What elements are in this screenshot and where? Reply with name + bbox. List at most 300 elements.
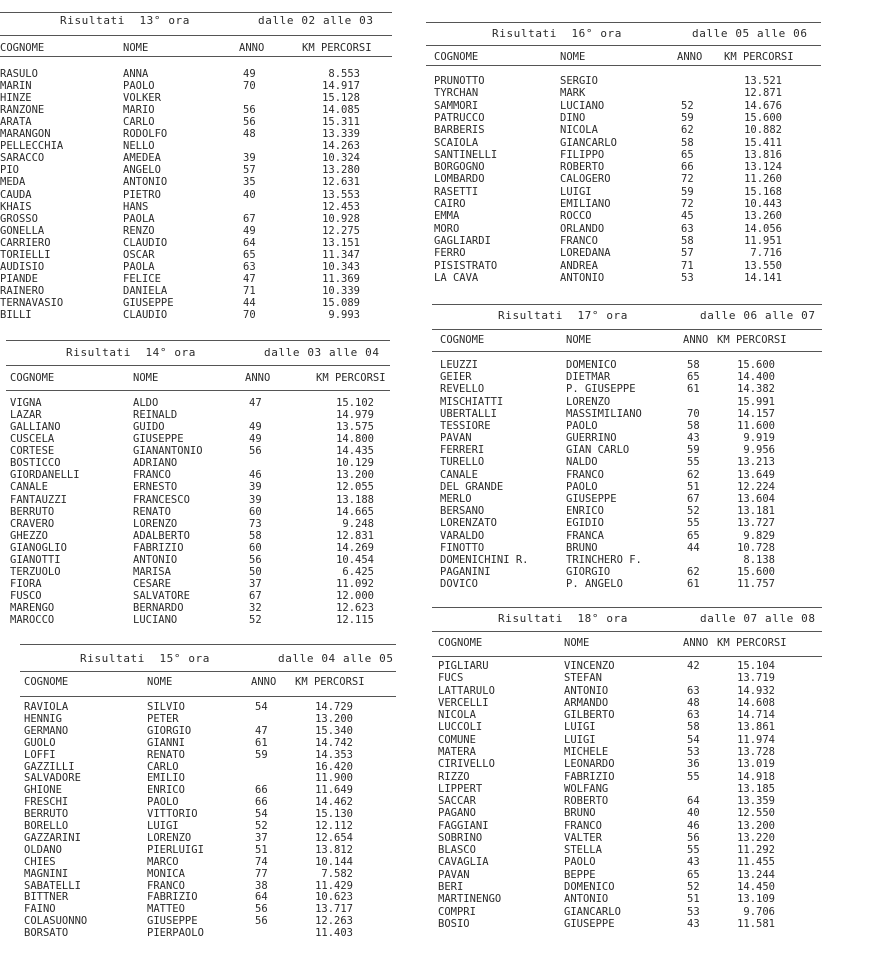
cell-anno: 35 bbox=[243, 176, 256, 189]
cell-km: 15.168 bbox=[744, 185, 782, 198]
table-title: Risultati 14° ora bbox=[66, 346, 197, 359]
cell-anno: 64 bbox=[243, 236, 256, 249]
cell-km: 13.124 bbox=[744, 161, 782, 174]
table-row bbox=[432, 697, 822, 709]
cell-cognome: RASULO bbox=[0, 68, 38, 80]
cell-nome: WOLFANG bbox=[564, 782, 609, 795]
cell-anno: 73 bbox=[249, 517, 262, 530]
cell-km: 11.600 bbox=[737, 419, 775, 432]
cell-cognome: FRESCHI bbox=[24, 796, 69, 809]
cell-anno: 59 bbox=[687, 444, 700, 457]
cell-nome: GILBERTO bbox=[564, 709, 615, 722]
header-nome: NOME bbox=[564, 637, 590, 649]
cell-cognome: HINZE bbox=[0, 92, 32, 105]
cell-km: 12.263 bbox=[315, 915, 353, 928]
cell-cognome: BOSTICCO bbox=[10, 457, 61, 470]
table-row bbox=[432, 918, 822, 930]
header-nome: NOME bbox=[560, 51, 586, 63]
cell-cognome: DOVICO bbox=[440, 578, 478, 591]
cell-anno: 37 bbox=[249, 578, 262, 591]
table-row bbox=[0, 80, 392, 92]
table-row bbox=[432, 734, 822, 746]
header-anno: ANNO bbox=[245, 372, 271, 384]
cell-cognome: SOBRINO bbox=[438, 831, 483, 844]
cell-nome: VOLKER bbox=[123, 92, 161, 105]
table-row bbox=[0, 164, 392, 176]
cell-cognome: VARALDO bbox=[440, 529, 485, 542]
cell-anno: 63 bbox=[687, 709, 700, 722]
cell-cognome: VERCELLI bbox=[438, 696, 489, 709]
table-row bbox=[426, 198, 821, 210]
cell-km: 13.188 bbox=[336, 493, 374, 506]
table-rule bbox=[6, 390, 390, 391]
cell-km: 11.581 bbox=[737, 917, 775, 930]
table-rule bbox=[20, 696, 396, 697]
header-cognome: COGNOME bbox=[0, 42, 45, 54]
table-row bbox=[432, 554, 822, 566]
table-row bbox=[20, 903, 396, 915]
cell-anno: 52 bbox=[687, 881, 700, 894]
cell-km: 13.359 bbox=[737, 795, 775, 808]
cell-cognome: FIORA bbox=[10, 578, 42, 591]
cell-anno: 56 bbox=[687, 831, 700, 844]
header-cognome: COGNOME bbox=[434, 51, 479, 63]
cell-cognome: SAMMORI bbox=[434, 99, 479, 112]
cell-nome: ERNESTO bbox=[133, 481, 178, 494]
table-row bbox=[6, 566, 390, 578]
cell-km: 10.443 bbox=[744, 198, 782, 210]
cell-km: 12.871 bbox=[744, 87, 782, 100]
table-row bbox=[432, 493, 822, 505]
cell-anno: 65 bbox=[687, 371, 700, 384]
cell-nome: FRANCO bbox=[133, 469, 171, 482]
cell-anno: 39 bbox=[249, 481, 262, 494]
cell-cognome: PAGANO bbox=[438, 807, 476, 820]
cell-anno: 47 bbox=[249, 397, 262, 409]
cell-nome: SERGIO bbox=[560, 75, 598, 87]
cell-anno: 55 bbox=[687, 517, 700, 530]
cell-cognome: CANALE bbox=[10, 481, 48, 494]
cell-anno: 63 bbox=[243, 260, 256, 273]
cell-cognome: TORIELLI bbox=[0, 248, 51, 261]
cell-cognome: CAIRO bbox=[434, 198, 466, 210]
table-row bbox=[0, 189, 392, 201]
cell-km: 8.553 bbox=[328, 68, 360, 80]
cell-cognome: PAVAN bbox=[440, 432, 472, 445]
cell-km: 11.292 bbox=[737, 844, 775, 857]
cell-anno: 37 bbox=[255, 831, 268, 844]
cell-km: 7.716 bbox=[750, 247, 782, 260]
header-cognome: COGNOME bbox=[438, 637, 483, 649]
cell-nome: FILIPPO bbox=[560, 148, 605, 161]
cell-km: 13.200 bbox=[315, 712, 353, 725]
cell-km: 13.151 bbox=[322, 236, 360, 249]
header-cognome: COGNOME bbox=[24, 676, 69, 688]
table-row bbox=[426, 186, 821, 198]
cell-cognome: LEUZZI bbox=[440, 359, 478, 371]
table-row bbox=[20, 713, 396, 725]
results-table-hour-13 bbox=[0, 14, 392, 321]
table-row bbox=[432, 432, 822, 444]
cell-cognome: RASETTI bbox=[434, 185, 479, 198]
cell-km: 14.742 bbox=[315, 736, 353, 749]
table-row bbox=[20, 820, 396, 832]
header-nome: NOME bbox=[133, 372, 159, 384]
cell-anno: 51 bbox=[687, 893, 700, 906]
cell-km: 11.974 bbox=[737, 733, 775, 746]
cell-cognome: MISCHIATTI bbox=[440, 395, 504, 408]
table-rule bbox=[432, 607, 822, 608]
cell-nome: ROCCO bbox=[560, 210, 592, 223]
cell-anno: 65 bbox=[687, 868, 700, 881]
table-row bbox=[0, 104, 392, 116]
cell-km: 15.102 bbox=[336, 397, 374, 409]
cell-km: 12.275 bbox=[322, 224, 360, 237]
cell-cognome: FERRO bbox=[434, 247, 466, 260]
results-table-hour-16 bbox=[426, 20, 821, 290]
table-period: dalle 07 alle 08 bbox=[700, 612, 816, 625]
cell-nome: LEONARDO bbox=[564, 758, 615, 771]
cell-nome: GIANNI bbox=[147, 736, 185, 749]
cell-nome: PAOLO bbox=[564, 856, 596, 869]
cell-anno: 59 bbox=[255, 748, 268, 761]
cell-km: 12.115 bbox=[336, 614, 374, 627]
cell-nome: PIERPAOLO bbox=[147, 927, 204, 940]
cell-cognome: FUCS bbox=[438, 672, 464, 685]
cell-nome: STELLA bbox=[564, 844, 602, 857]
cell-cognome: MARANGON bbox=[0, 128, 51, 141]
cell-km: 11.369 bbox=[322, 272, 360, 285]
cell-km: 14.157 bbox=[737, 407, 775, 420]
cell-anno: 49 bbox=[249, 433, 262, 446]
cell-anno: 55 bbox=[687, 844, 700, 857]
table-title: Risultati 16° ora bbox=[492, 27, 623, 40]
cell-cognome: MORO bbox=[434, 222, 460, 235]
cell-cognome: SCAIOLA bbox=[434, 136, 479, 149]
cell-km: 13.861 bbox=[737, 721, 775, 734]
cell-km: 14.932 bbox=[737, 684, 775, 697]
cell-cognome: TERNAVASIO bbox=[0, 296, 64, 309]
cell-nome: HANS bbox=[123, 200, 149, 213]
cell-nome: BRUNO bbox=[564, 807, 596, 820]
table-row bbox=[432, 746, 822, 758]
cell-km: 13.019 bbox=[737, 758, 775, 771]
cell-cognome: CHIES bbox=[24, 855, 56, 868]
cell-km: 13.181 bbox=[737, 505, 775, 518]
table-row bbox=[20, 725, 396, 737]
cell-cognome: GEIER bbox=[440, 371, 472, 384]
header-anno: ANNO bbox=[683, 334, 709, 346]
table-row bbox=[432, 795, 822, 807]
cell-cognome: TYRCHAN bbox=[434, 87, 479, 100]
cell-anno: 59 bbox=[681, 111, 694, 124]
cell-km: 11.429 bbox=[315, 879, 353, 892]
cell-km: 13.109 bbox=[737, 893, 775, 906]
cell-km: 8.138 bbox=[743, 553, 775, 566]
results-table-hour-17 bbox=[432, 304, 822, 604]
cell-km: 13.550 bbox=[744, 259, 782, 272]
table-rule bbox=[6, 365, 390, 366]
table-row bbox=[432, 685, 822, 697]
cell-nome: GIANCARLO bbox=[560, 136, 617, 149]
cell-cognome: BARBERIS bbox=[434, 124, 485, 137]
cell-anno: 55 bbox=[687, 456, 700, 469]
cell-nome: ANNA bbox=[123, 68, 149, 80]
cell-anno: 47 bbox=[255, 724, 268, 737]
cell-cognome: RANZONE bbox=[0, 104, 45, 117]
table-row bbox=[20, 915, 396, 927]
cell-anno: 56 bbox=[249, 553, 262, 566]
cell-anno: 58 bbox=[687, 419, 700, 432]
table-row bbox=[20, 749, 396, 761]
cell-km: 9.829 bbox=[743, 529, 775, 542]
table-row bbox=[0, 273, 392, 285]
cell-cognome: PISISTRATO bbox=[434, 259, 498, 272]
table-row bbox=[6, 614, 390, 626]
table-row bbox=[426, 100, 821, 112]
cell-km: 12.224 bbox=[737, 480, 775, 493]
cell-anno: 45 bbox=[681, 210, 694, 223]
table-row bbox=[6, 518, 390, 530]
cell-nome: CARLO bbox=[147, 760, 179, 773]
cell-cognome: CIRIVELLO bbox=[438, 758, 495, 771]
table-row bbox=[426, 210, 821, 222]
table-period: dalle 02 alle 03 bbox=[258, 14, 374, 27]
cell-nome: LUIGI bbox=[147, 820, 179, 832]
header-anno: ANNO bbox=[683, 637, 709, 649]
cell-nome: MARCO bbox=[147, 855, 179, 868]
cell-nome: CLAUDIO bbox=[123, 236, 168, 249]
cell-km: 15.411 bbox=[744, 136, 782, 149]
cell-km: 15.128 bbox=[322, 92, 360, 105]
cell-km: 13.220 bbox=[737, 831, 775, 844]
cell-nome: ADRIANO bbox=[133, 457, 178, 470]
cell-cognome: GROSSO bbox=[0, 212, 38, 225]
cell-nome: CARLO bbox=[123, 116, 155, 129]
cell-cognome: MEDA bbox=[0, 176, 26, 189]
cell-km: 15.311 bbox=[322, 116, 360, 129]
table-period: dalle 03 alle 04 bbox=[264, 346, 380, 359]
cell-anno: 56 bbox=[249, 445, 262, 458]
table-title: Risultati 17° ora bbox=[498, 309, 629, 322]
table-row bbox=[20, 856, 396, 868]
cell-km: 11.649 bbox=[315, 784, 353, 797]
cell-nome: FRANCO bbox=[564, 819, 602, 832]
table-row bbox=[432, 444, 822, 456]
cell-km: 10.454 bbox=[336, 553, 374, 566]
cell-nome: PAOLO bbox=[147, 796, 179, 809]
table-rule bbox=[0, 35, 392, 36]
cell-km: 10.882 bbox=[744, 124, 782, 137]
cell-nome: LUCIANO bbox=[560, 99, 605, 112]
cell-nome: NELLO bbox=[123, 140, 155, 153]
cell-anno: 39 bbox=[243, 152, 256, 165]
table-row bbox=[432, 505, 822, 517]
table-rule bbox=[20, 644, 396, 645]
table-row bbox=[6, 554, 390, 566]
cell-nome: MARISA bbox=[133, 565, 171, 578]
cell-km: 14.462 bbox=[315, 796, 353, 809]
table-row bbox=[20, 737, 396, 749]
cell-nome: REINALD bbox=[133, 409, 178, 422]
table-row bbox=[0, 201, 392, 213]
table-row bbox=[0, 92, 392, 104]
cell-anno: 52 bbox=[249, 614, 262, 627]
cell-km: 10.728 bbox=[737, 541, 775, 554]
cell-cognome: FERRERI bbox=[440, 444, 485, 457]
cell-cognome: LOMBARDO bbox=[434, 173, 485, 186]
table-period: dalle 05 alle 06 bbox=[692, 27, 808, 40]
cell-km: 9.706 bbox=[743, 905, 775, 918]
cell-nome: GIORGIO bbox=[566, 566, 611, 579]
cell-km: 14.450 bbox=[737, 881, 775, 894]
table-row bbox=[6, 590, 390, 602]
cell-cognome: COMPRI bbox=[438, 905, 476, 918]
cell-nome: AMEDEA bbox=[123, 152, 161, 165]
table-row bbox=[432, 721, 822, 733]
table-row bbox=[0, 152, 392, 164]
cell-km: 14.085 bbox=[322, 104, 360, 117]
cell-anno: 39 bbox=[249, 493, 262, 506]
cell-anno: 71 bbox=[243, 284, 256, 297]
cell-nome: GIUSEPPE bbox=[147, 915, 198, 928]
cell-nome: SILVIO bbox=[147, 701, 185, 713]
cell-km: 12.631 bbox=[322, 176, 360, 189]
cell-anno: 50 bbox=[249, 565, 262, 578]
cell-nome: EMILIO bbox=[147, 772, 185, 785]
table-row bbox=[432, 481, 822, 493]
table-row bbox=[20, 880, 396, 892]
cell-anno: 49 bbox=[243, 224, 256, 237]
header-nome: NOME bbox=[123, 42, 149, 54]
cell-nome: BERNARDO bbox=[133, 602, 184, 615]
table-row bbox=[432, 420, 822, 432]
results-table-hour-14 bbox=[6, 340, 390, 640]
cell-km: 13.339 bbox=[322, 128, 360, 141]
cell-nome: RENZO bbox=[123, 224, 155, 237]
cell-cognome: CANALE bbox=[440, 468, 478, 481]
table-row bbox=[432, 807, 822, 819]
cell-nome: DOMENICO bbox=[566, 359, 617, 371]
table-row bbox=[6, 445, 390, 457]
cell-km: 13.521 bbox=[744, 75, 782, 87]
cell-nome: ANTONIO bbox=[123, 176, 168, 189]
cell-km: 15.089 bbox=[322, 296, 360, 309]
cell-nome: PAOLA bbox=[123, 260, 155, 273]
header-anno: ANNO bbox=[239, 42, 265, 54]
cell-cognome: PIO bbox=[0, 164, 19, 177]
cell-nome: LUIGI bbox=[564, 733, 596, 746]
table-row bbox=[20, 796, 396, 808]
table-title: Risultati 18° ora bbox=[498, 612, 629, 625]
cell-nome: ANTONIO bbox=[564, 684, 609, 697]
table-row bbox=[432, 758, 822, 770]
cell-km: 14.676 bbox=[744, 99, 782, 112]
cell-km: 11.347 bbox=[322, 248, 360, 261]
cell-nome: EMILIANO bbox=[560, 198, 611, 210]
cell-km: 12.550 bbox=[737, 807, 775, 820]
cell-cognome: TERZUOLO bbox=[10, 565, 61, 578]
cell-km: 13.200 bbox=[737, 819, 775, 832]
cell-nome: PAOLO bbox=[566, 419, 598, 432]
cell-cognome: KHAIS bbox=[0, 200, 32, 213]
cell-cognome: MARIN bbox=[0, 80, 32, 93]
cell-nome: LUIGI bbox=[560, 185, 592, 198]
cell-cognome: GUOLO bbox=[24, 736, 56, 749]
cell-cognome: LORENZATO bbox=[440, 517, 497, 530]
cell-anno: 77 bbox=[255, 867, 268, 880]
table-row bbox=[0, 68, 392, 80]
cell-anno: 55 bbox=[687, 770, 700, 783]
cell-nome: BRUNO bbox=[566, 541, 598, 554]
cell-anno: 66 bbox=[681, 161, 694, 174]
table-title: Risultati 13° ora bbox=[60, 14, 191, 27]
cell-km: 15.104 bbox=[737, 660, 775, 672]
cell-km: 13.812 bbox=[315, 843, 353, 856]
cell-nome: LOREDANA bbox=[560, 247, 611, 260]
table-row bbox=[0, 140, 392, 152]
cell-cognome: GAZZARINI bbox=[24, 831, 81, 844]
cell-anno: 67 bbox=[249, 590, 262, 603]
cell-anno: 57 bbox=[681, 247, 694, 260]
cell-cognome: COMUNE bbox=[438, 733, 476, 746]
cell-anno: 61 bbox=[255, 736, 268, 749]
cell-nome: OSCAR bbox=[123, 248, 155, 261]
cell-nome: ANDREA bbox=[560, 259, 598, 272]
table-row bbox=[426, 235, 821, 247]
cell-cognome: OLDANO bbox=[24, 843, 62, 856]
cell-km: 13.244 bbox=[737, 868, 775, 881]
cell-anno: 32 bbox=[249, 602, 262, 615]
table-row bbox=[0, 225, 392, 237]
cell-cognome: DEL GRANDE bbox=[440, 480, 504, 493]
cell-nome: MATTEO bbox=[147, 903, 185, 916]
cell-anno: 54 bbox=[255, 808, 268, 821]
cell-cognome: AUDISIO bbox=[0, 260, 45, 273]
cell-km: 10.343 bbox=[322, 260, 360, 273]
cell-nome: P. ANGELO bbox=[566, 578, 623, 591]
table-row bbox=[432, 517, 822, 529]
table-row bbox=[432, 371, 822, 383]
cell-anno: 44 bbox=[243, 296, 256, 309]
table-row bbox=[432, 566, 822, 578]
cell-anno: 61 bbox=[687, 578, 700, 591]
cell-nome: ROBERTO bbox=[560, 161, 605, 174]
cell-km: 15.600 bbox=[744, 111, 782, 124]
table-row bbox=[6, 409, 390, 421]
table-row bbox=[426, 87, 821, 99]
cell-cognome: GIANOTTI bbox=[10, 553, 61, 566]
cell-anno: 65 bbox=[681, 148, 694, 161]
cell-cognome: GAGLIARDI bbox=[434, 234, 491, 247]
table-row bbox=[432, 881, 822, 893]
cell-km: 15.340 bbox=[315, 724, 353, 737]
cell-km: 9.248 bbox=[342, 517, 374, 530]
table-row bbox=[6, 433, 390, 445]
cell-cognome: BERSANO bbox=[440, 505, 485, 518]
table-row bbox=[426, 272, 821, 284]
cell-nome: MONICA bbox=[147, 867, 185, 880]
cell-anno: 48 bbox=[243, 128, 256, 141]
cell-nome: MARK bbox=[560, 87, 586, 100]
cell-nome: STEFAN bbox=[564, 672, 602, 685]
cell-km: 14.729 bbox=[315, 701, 353, 713]
table-row bbox=[426, 75, 821, 87]
cell-km: 14.400 bbox=[737, 371, 775, 384]
cell-nome: FABRIZIO bbox=[147, 891, 198, 904]
cell-nome: FABRIZIO bbox=[564, 770, 615, 783]
table-rule bbox=[426, 45, 821, 46]
